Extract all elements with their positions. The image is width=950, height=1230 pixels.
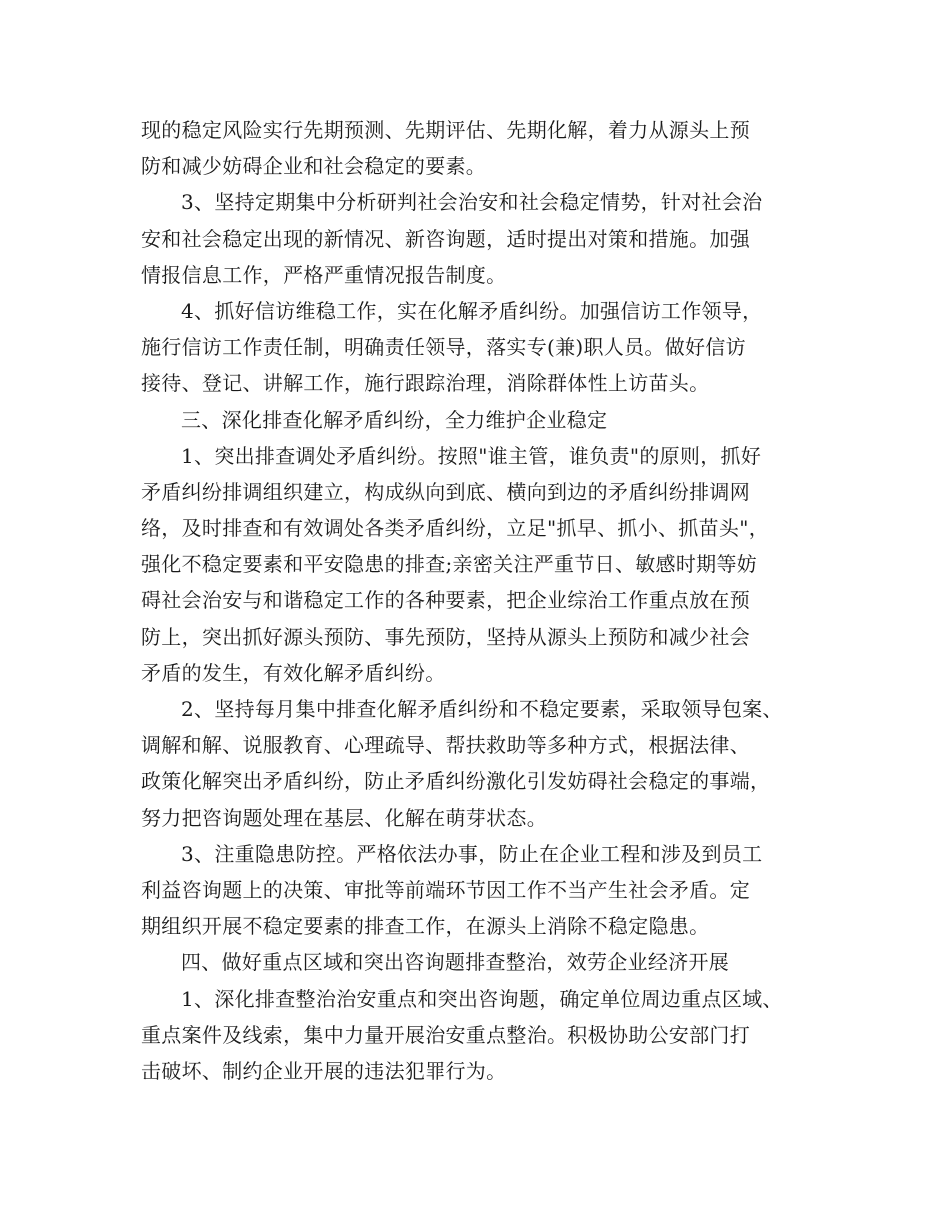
document-line: 1、深化排查整治治安重点和突出咨询题，确定单位周边重点区域、 xyxy=(181,986,783,1011)
document-line: 碍社会治安与和谐稳定工作的各种要素，把企业综治工作重点放在预 xyxy=(141,588,750,613)
document-line: 施行信访工作责任制，明确责任领导，落实专(兼)职人员。做好信访 xyxy=(141,335,746,360)
document-line: 政策化解突出矛盾纠纷，防止矛盾纠纷激化引发妨碍社会稳定的事端， xyxy=(141,769,771,794)
document-line: 矛盾的发生，有效化解矛盾纠纷。 xyxy=(141,660,446,685)
document-line: 防和减少妨碍企业和社会稳定的要素。 xyxy=(141,154,487,179)
document-line: 强化不稳定要素和平安隐患的排查;亲密关注严重节日、敏感时期等妨 xyxy=(141,552,758,577)
document-line: 1、突出排查调处矛盾纠纷。按照"谁主管，谁负责"的原则，抓好 xyxy=(181,443,762,468)
document-line: 3、注重隐患防控。严格依法办事，防止在企业工程和涉及到员工 xyxy=(181,841,763,866)
document-line: 2、坚持每月集中排查化解矛盾纠纷和不稳定要素，采取领导包案、 xyxy=(181,697,783,721)
document-line: 重点案件及线索，集中力量开展治安重点整治。积极协助公安部门打 xyxy=(141,1022,750,1047)
document-line: 矛盾纠纷排调组织建立，构成纵向到底、横向到边的矛盾纠纷排调网 xyxy=(141,479,750,504)
document-line: 4、抓好信访维稳工作，实在化解矛盾纠纷。加强信访工作领导， xyxy=(181,298,763,323)
document-line: 三、深化排查化解矛盾纠纷，全力维护企业稳定 xyxy=(181,407,608,432)
document-line: 防上，突出抓好源头预防、事先预防，坚持从源头上预防和减少社会 xyxy=(141,624,750,649)
document-line: 3、坚持定期集中分析研判社会治安和社会稳定情势，针对社会治 xyxy=(181,190,763,215)
document-line: 四、做好重点区域和突出咨询题排查整治，效劳企业经济开展 xyxy=(181,950,730,975)
document-line: 击破坏、制约企业开展的违法犯罪行为。 xyxy=(141,1058,507,1083)
document-line: 络，及时排查和有效调处各类矛盾纠纷，立足"抓早、抓小、抓苗头"， xyxy=(141,516,769,541)
document-line: 接待、登记、讲解工作，施行跟踪治理，消除群体性上访苗头。 xyxy=(141,371,710,396)
document-line: 期组织开展不稳定要素的排查工作，在源头上消除不稳定隐患。 xyxy=(141,914,710,939)
document-body xyxy=(141,112,831,1089)
document-line: 利益咨询题上的决策、审批等前端环节因工作不当产生社会矛盾。定 xyxy=(141,877,750,902)
document-line: 现的稳定风险实行先期预测、先期评估、先期化解，着力从源头上预 xyxy=(141,118,750,142)
document-line: 安和社会稳定出现的新情况、新咨询题，适时提出对策和措施。加强 xyxy=(141,226,750,251)
document-line: 调解和解、说服教育、心理疏导、帮扶救助等多种方式，根据法律、 xyxy=(141,733,750,758)
document-line: 情报信息工作，严格严重情况报告制度。 xyxy=(141,262,507,287)
document-line: 努力把咨询题处理在基层、化解在萌芽状态。 xyxy=(141,805,547,830)
